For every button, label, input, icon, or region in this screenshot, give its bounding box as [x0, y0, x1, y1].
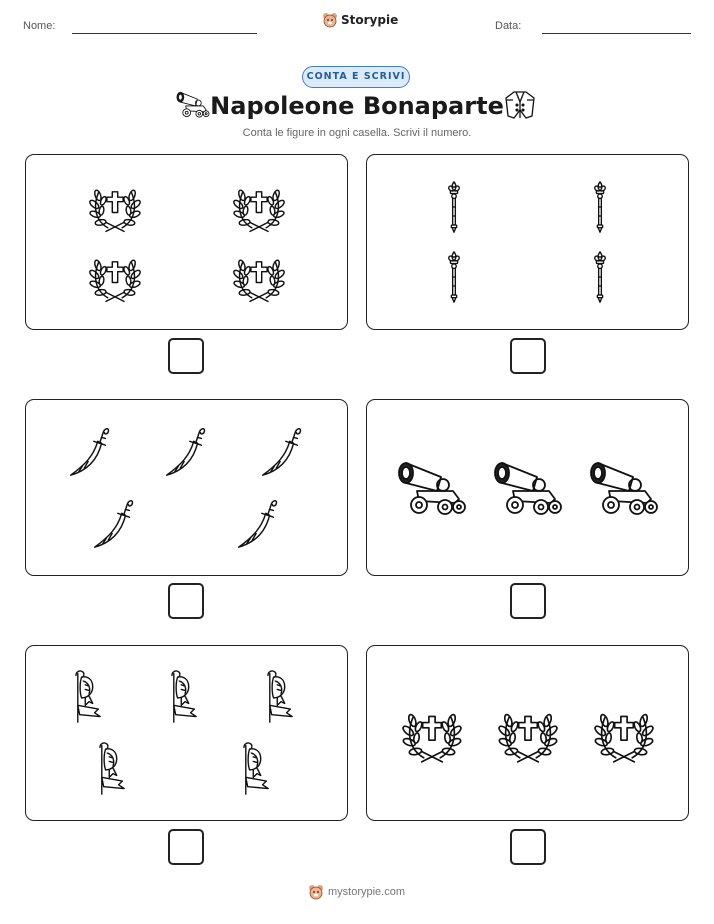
answer-box-3[interactable]	[168, 583, 204, 619]
storypie-bear-icon	[322, 12, 338, 28]
laurel-wreath-icon	[593, 704, 655, 766]
eagle-standard-icon	[70, 668, 108, 724]
sabre-icon	[64, 422, 114, 480]
date-label: Data:	[495, 20, 522, 32]
sabre-icon	[88, 494, 138, 552]
name-field[interactable]	[72, 33, 257, 34]
page-title: Napoleone Bonaparte	[210, 92, 504, 120]
scepter-icon	[591, 249, 609, 305]
footer-link[interactable]: mystorypie.com	[328, 886, 406, 898]
date-field[interactable]	[542, 33, 691, 34]
laurel-wreath-icon	[88, 181, 142, 235]
count-panel-3	[25, 399, 348, 576]
brand-logo	[322, 12, 398, 28]
sabre-icon	[256, 422, 306, 480]
brand-name: Storypie	[341, 13, 399, 27]
answer-box-6[interactable]	[510, 829, 546, 865]
laurel-wreath-icon	[401, 704, 463, 766]
cannon-icon	[589, 456, 659, 518]
eagle-standard-icon	[238, 740, 276, 796]
answer-box-4[interactable]	[510, 583, 546, 619]
footer	[308, 884, 405, 900]
scepter-icon	[445, 179, 463, 235]
laurel-wreath-icon	[232, 181, 286, 235]
answer-box-2[interactable]	[510, 338, 546, 374]
count-panel-5	[25, 645, 348, 821]
scepter-icon	[445, 249, 463, 305]
answer-box-5[interactable]	[168, 829, 204, 865]
count-panel-1	[25, 154, 348, 330]
laurel-wreath-icon	[497, 704, 559, 766]
laurel-wreath-icon	[88, 251, 142, 305]
eagle-standard-icon	[94, 740, 132, 796]
instructions: Conta le figure in ogni casella. Scrivi il numero.	[242, 127, 472, 139]
scepter-icon	[591, 179, 609, 235]
count-panel-6	[366, 645, 689, 821]
cannon-icon	[397, 456, 467, 518]
answer-box-1[interactable]	[168, 338, 204, 374]
sabre-icon	[232, 494, 282, 552]
storypie-bear-icon	[308, 884, 324, 900]
cannon-icon	[493, 456, 563, 518]
uniform-jacket-icon	[504, 90, 536, 120]
sabre-icon	[160, 422, 210, 480]
count-panel-2	[366, 154, 689, 330]
eagle-standard-icon	[262, 668, 300, 724]
laurel-wreath-icon	[232, 251, 286, 305]
eagle-standard-icon	[166, 668, 204, 724]
count-panel-4	[366, 399, 689, 576]
activity-badge: CONTA E SCRIVI	[302, 66, 410, 88]
name-label: Nome:	[23, 20, 56, 32]
